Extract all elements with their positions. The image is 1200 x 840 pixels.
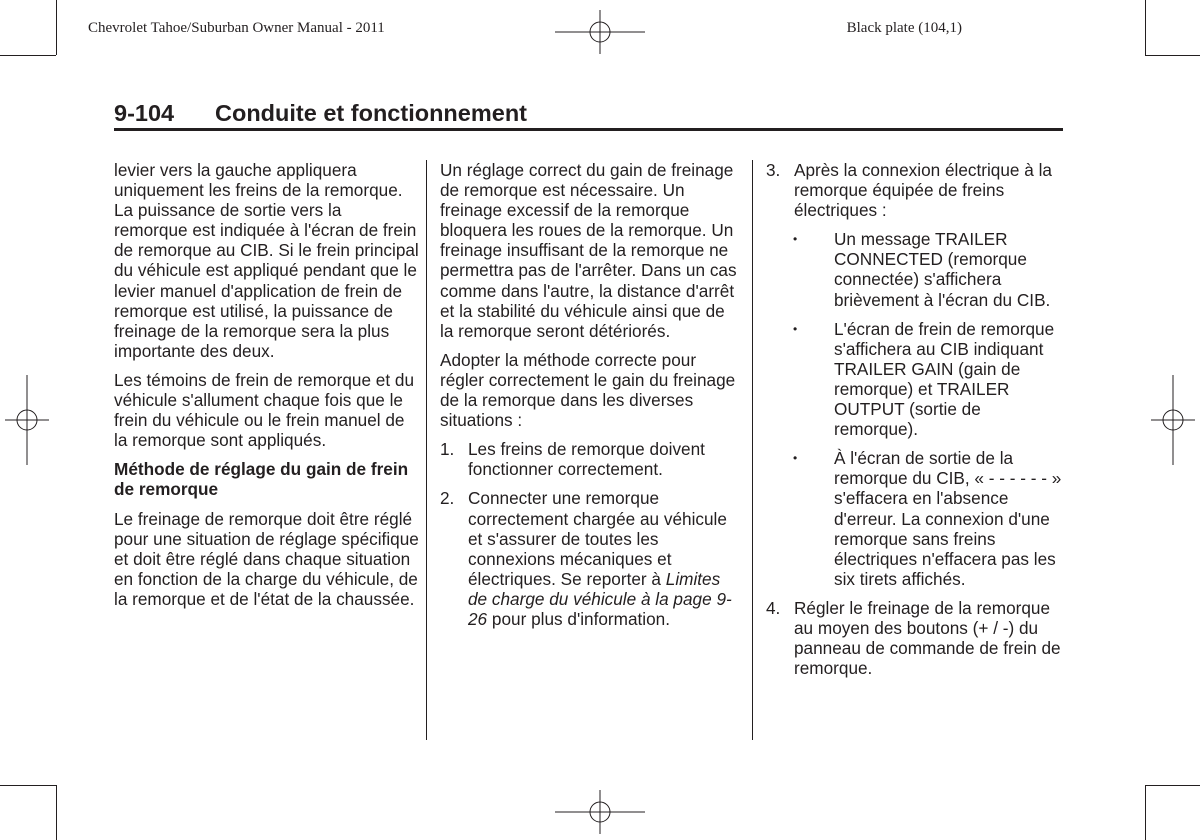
registration-mark-left-icon	[5, 375, 49, 465]
crop-mark-bottom-right-v	[1145, 785, 1146, 840]
title-rule	[114, 128, 1063, 131]
column-divider	[426, 160, 427, 740]
bullet-item	[793, 448, 1066, 589]
bullet-item	[793, 229, 1066, 309]
step-number: 2.	[440, 488, 455, 509]
step-text: Les freins de remorque doivent fonctionner correctement.	[468, 439, 705, 480]
column-3	[766, 160, 1066, 687]
paragraph: Un réglage correct du gain de freinage de remorque est nécessaire. Un freinage excessif de la remorque bloquera les roues de la remorque. Un freinage insuffisant de la remorque ne permettra pas de l'arrêter. Dans un cas comme dans l'autre, la distance d'arrêt et la stabilité du véhicule ainsi que de la remorque seront détériorés.	[440, 160, 737, 341]
page-title	[114, 100, 1064, 130]
section-title: Conduite et fonctionnement	[215, 100, 528, 126]
list-item	[440, 439, 740, 479]
step-text-part: pour plus d'information.	[487, 608, 671, 629]
bullet-icon: •	[793, 232, 798, 247]
plate-label: Black plate (104,1)	[846, 20, 962, 36]
crop-mark-bottom-left-v	[56, 785, 57, 840]
step-text: Après la connexion électrique à la remorque équipée de freins électriques :	[794, 160, 1052, 221]
bullet-icon: •	[793, 451, 798, 466]
crop-mark-top-right-v	[1145, 0, 1146, 55]
step-text	[468, 488, 740, 629]
bullet-icon: •	[793, 321, 798, 336]
step-number: 3.	[766, 160, 781, 180]
crop-mark-bottom-left-h	[0, 785, 56, 786]
paragraph: Les témoins de frein de remorque et du véhicule s'allument chaque fois que le frein du véhicule ou le frein manuel de la remorque sont appliqués.	[114, 369, 415, 451]
column-1	[114, 160, 419, 618]
list-item	[766, 598, 1066, 678]
bullet-text: L'écran de frein de remorque s'affichera au CIB indiquant TRAILER GAIN (gain de remorque) et TRAILER OUTPUT (sortie de remorque).	[834, 318, 1055, 440]
paragraph: Adopter la méthode correcte pour régler correctement le gain du freinage de la remorque dans les diverses situations :	[440, 349, 736, 431]
crop-mark-top-left-h	[0, 55, 56, 56]
registration-mark-right-icon	[1151, 375, 1195, 465]
list-item	[440, 488, 740, 629]
step-number: 1.	[440, 439, 455, 460]
bullet-text: Un message TRAILER CONNECTED (remorque connectée) s'affichera brièvement à l'écran du CIB.	[834, 229, 1051, 310]
step-text: Régler le freinage de la remorque au moyen des boutons (+ / -) du panneau de commande de frein de remorque.	[794, 597, 1061, 679]
registration-mark-top-icon	[555, 10, 645, 54]
step-number: 4.	[766, 597, 781, 618]
registration-mark-bottom-icon	[555, 790, 645, 834]
column-2	[440, 160, 740, 638]
column-divider	[752, 160, 753, 740]
crop-mark-top-right-h	[1145, 55, 1200, 56]
paragraph: Le freinage de remorque doit être réglé pour une situation de réglage spécifique et doit être réglé dans chaque situation en fonction de la charge du véhicule, de la remorque et de l'état de la chaussée.	[114, 508, 419, 609]
crop-mark-bottom-right-h	[1145, 785, 1200, 786]
manual-title: Chevrolet Tahoe/Suburban Owner Manual - 2011	[88, 20, 385, 36]
subheading: Méthode de réglage du gain de frein de remorque	[114, 459, 409, 500]
bullet-item	[793, 319, 1066, 440]
page-number: 9-104	[114, 100, 175, 126]
paragraph: levier vers la gauche appliquera uniquement les freins de la remorque. La puissance de sortie vers la remorque est indiquée à l'écran de frein de remorque au CIB. Si le frein principal du véhicule est appliqué pendant que le levier manuel d'application de frein de remorque est utilisé, la puissance de freinage de la remorque sera la plus importante des deux.	[114, 160, 419, 361]
cross-reference-link[interactable]: Limites de charge du véhicule à la page 9-26	[468, 568, 732, 629]
list-item	[766, 160, 1066, 220]
step-text-part: Connecter une remorque correctement chargée au véhicule et s'assurer de toutes les connexions mécaniques et électriques. Se reporter à	[468, 488, 727, 589]
crop-mark-top-left-v	[56, 0, 57, 55]
bullet-text: À l'écran de sortie de la remorque du CIB, « - - - - - - » s'effacera en l'absence d'erreur. La connexion d'une remorque sans freins électriques n'effacera pas les six tirets affichés.	[834, 448, 1062, 589]
